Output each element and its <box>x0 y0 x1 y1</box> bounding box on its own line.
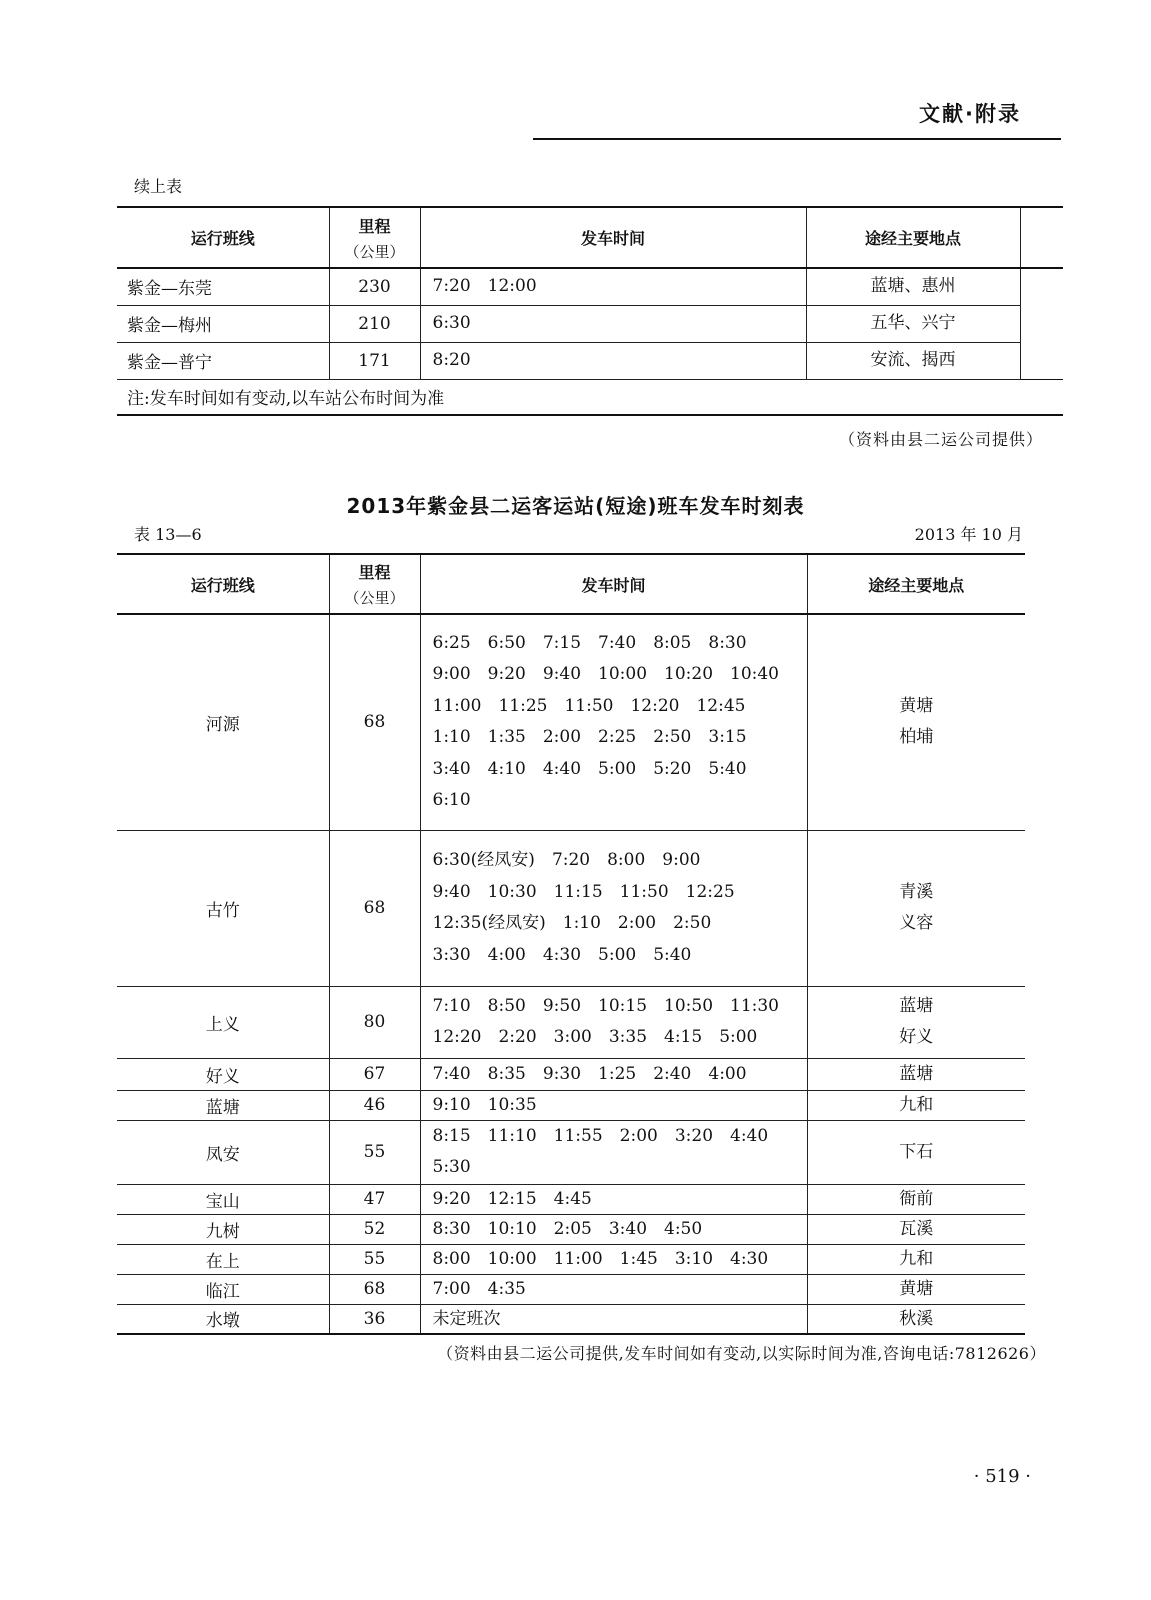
page-number: · 519 · <box>973 1466 1031 1487</box>
distance-cell: 55 <box>329 1120 420 1184</box>
route-cell: 水墩 <box>117 1304 329 1334</box>
distance-cell: 68 <box>329 614 420 830</box>
table-row <box>117 305 1063 342</box>
col-header-times: 发车时间 <box>420 207 806 268</box>
source-note-1: （资料由县二运公司提供） <box>838 430 1043 449</box>
table-row <box>117 1184 1025 1214</box>
route-cell: 在上 <box>117 1244 329 1274</box>
table-row <box>117 268 1063 305</box>
departure-times-line: 5:30 <box>432 1157 471 1177</box>
distance-cell: 55 <box>329 1244 420 1274</box>
times-cell <box>420 1244 807 1274</box>
stops-cell <box>807 1090 1025 1120</box>
route-cell: 古竹 <box>117 830 329 986</box>
times-cell <box>420 1120 807 1184</box>
stop-name: 义容 <box>899 913 934 933</box>
bus-schedule-table <box>117 553 1025 1335</box>
departure-times-line: 9:00 9:20 9:40 10:00 10:20 10:40 <box>432 664 779 685</box>
stops-cell <box>807 1244 1025 1274</box>
departure-times-line: 9:40 10:30 11:15 11:50 12:25 <box>432 881 735 902</box>
stop-name: 蓝塘 <box>899 1064 934 1084</box>
route-cell: 上义 <box>117 986 329 1058</box>
distance-unit: （公里） <box>344 242 405 261</box>
table-title: 2013年紫金县二运客运站(短途)班车发车时刻表 <box>346 494 805 518</box>
route-cell: 宝山 <box>117 1184 329 1214</box>
departure-times-line: 未定班次 <box>432 1308 501 1329</box>
table-row <box>117 830 1025 986</box>
table-note: 注:发车时间如有变动,以车站公布时间为准 <box>117 379 1063 415</box>
header-rule <box>533 138 1061 140</box>
stops-cell: 五华、兴宁 <box>806 305 1020 342</box>
route-cell: 临江 <box>117 1274 329 1304</box>
continued-label: 续上表 <box>134 177 183 196</box>
table-number: 表 13—6 <box>134 525 202 544</box>
times-cell <box>420 830 807 986</box>
stop-name: 黄塘 <box>899 1279 934 1299</box>
source-note-2: （资料由县二运公司提供,发车时间如有变动,以实际时间为准,咨询电话:7812626） <box>437 1344 1046 1363</box>
table-row <box>117 1214 1025 1244</box>
departure-times-line: 12:20 2:20 3:00 3:35 4:15 5:00 <box>432 1027 758 1047</box>
row-spacer <box>1020 305 1063 342</box>
stops-cell <box>807 1214 1025 1244</box>
departure-times-line: 8:15 11:10 11:55 2:00 3:20 4:40 <box>432 1125 769 1146</box>
times-cell: 6:30 <box>420 305 806 342</box>
distance-cell: 36 <box>329 1304 420 1334</box>
table-row <box>117 1304 1025 1334</box>
departure-times-line: 9:10 10:35 <box>432 1095 537 1115</box>
stop-name: 衙前 <box>899 1189 934 1209</box>
header-spacer <box>1020 207 1063 268</box>
times-cell <box>420 614 807 830</box>
distance-cell: 80 <box>329 986 420 1058</box>
stops-cell: 蓝塘、惠州 <box>806 268 1020 305</box>
departure-times-line: 3:30 4:00 4:30 5:00 5:40 <box>432 944 692 965</box>
stops-cell <box>807 1304 1025 1334</box>
table-row <box>117 1274 1025 1304</box>
col-header-distance <box>329 207 420 268</box>
stop-name: 青溪 <box>899 882 934 902</box>
route-cell: 好义 <box>117 1058 329 1090</box>
departure-times-line: 11:00 11:25 11:50 12:20 12:45 <box>432 695 746 716</box>
stops-cell <box>807 1274 1025 1304</box>
row-spacer <box>1020 268 1063 305</box>
departure-times-line: 7:40 8:35 9:30 1:25 2:40 4:00 <box>432 1064 747 1084</box>
times-cell <box>420 1274 807 1304</box>
distance-cell: 230 <box>329 268 420 305</box>
col-header-route: 运行班线 <box>117 207 329 268</box>
departure-times-line: 3:40 4:10 4:40 5:00 5:20 5:40 <box>432 758 747 779</box>
table-row <box>117 342 1063 379</box>
departure-times-line: 1:10 1:35 2:00 2:25 2:50 3:15 <box>432 727 747 748</box>
times-cell <box>420 1304 807 1334</box>
row-spacer <box>1020 342 1063 379</box>
col-header-stops: 途经主要地点 <box>806 207 1020 268</box>
stops-cell <box>807 1058 1025 1090</box>
stop-name: 蓝塘 <box>899 996 934 1016</box>
stop-name: 黄塘 <box>899 696 934 717</box>
times-cell: 8:20 <box>420 342 806 379</box>
departure-times-line: 9:20 12:15 4:45 <box>432 1189 592 1209</box>
times-cell <box>420 1214 807 1244</box>
stop-name: 秋溪 <box>899 1308 934 1329</box>
distance-cell: 171 <box>329 342 420 379</box>
stop-name: 下石 <box>899 1142 934 1162</box>
distance-cell: 68 <box>329 830 420 986</box>
departure-times-line: 12:35(经凤安) 1:10 2:00 2:50 <box>432 913 712 933</box>
distance-label: 里程 <box>358 216 391 236</box>
distance-cell: 67 <box>329 1058 420 1090</box>
departure-times-line: 6:10 <box>432 790 471 811</box>
table-row <box>117 1058 1025 1090</box>
stops-cell <box>807 986 1025 1058</box>
distance-label: 里程 <box>358 563 391 582</box>
route-cell: 九树 <box>117 1214 329 1244</box>
departure-times-line: 7:10 8:50 9:50 10:15 10:50 11:30 <box>432 995 779 1016</box>
route-cell: 紫金—东莞 <box>117 268 329 305</box>
departure-times-line: 8:30 10:10 2:05 3:40 4:50 <box>432 1219 703 1239</box>
stop-name: 九和 <box>899 1249 934 1269</box>
stop-name: 柏埔 <box>899 727 934 748</box>
distance-cell: 47 <box>329 1184 420 1214</box>
table-row <box>117 1090 1025 1120</box>
times-cell <box>420 1184 807 1214</box>
route-cell: 凤安 <box>117 1120 329 1184</box>
stop-name: 九和 <box>899 1095 934 1115</box>
distance-cell: 210 <box>329 305 420 342</box>
table-row <box>117 1120 1025 1184</box>
table-row <box>117 986 1025 1058</box>
table-date: 2013 年 10 月 <box>914 525 1023 544</box>
stops-cell <box>807 830 1025 986</box>
table-row <box>117 1244 1025 1274</box>
route-cell: 紫金—梅州 <box>117 305 329 342</box>
distance-unit: （公里） <box>344 589 405 607</box>
times-cell <box>420 1090 807 1120</box>
table-continued <box>117 206 1063 416</box>
departure-times-line: 6:25 6:50 7:15 7:40 8:05 8:30 <box>432 632 747 653</box>
stop-name: 瓦溪 <box>899 1219 934 1239</box>
departure-times-line: 8:00 10:00 11:00 1:45 3:10 4:30 <box>432 1249 769 1269</box>
departure-times-line: 6:30(经凤安) 7:20 8:00 9:00 <box>432 850 701 870</box>
col-header-route: 运行班线 <box>117 554 329 614</box>
times-cell: 7:20 12:00 <box>420 268 806 305</box>
distance-cell: 68 <box>329 1274 420 1304</box>
stop-name: 好义 <box>899 1027 934 1047</box>
distance-cell: 46 <box>329 1090 420 1120</box>
times-cell <box>420 986 807 1058</box>
stops-cell <box>807 1120 1025 1184</box>
col-header-times: 发车时间 <box>420 554 807 614</box>
departure-times-line: 7:00 4:35 <box>432 1279 526 1299</box>
distance-cell: 52 <box>329 1214 420 1244</box>
table-note-row <box>117 379 1063 415</box>
table-row <box>117 614 1025 830</box>
stops-cell: 安流、揭西 <box>806 342 1020 379</box>
col-header-distance <box>329 554 420 614</box>
times-cell <box>420 1058 807 1090</box>
route-cell: 河源 <box>117 614 329 830</box>
stops-cell <box>807 1184 1025 1214</box>
section-header: 文献·附录 <box>919 102 1021 126</box>
route-cell: 蓝塘 <box>117 1090 329 1120</box>
stops-cell <box>807 614 1025 830</box>
route-cell: 紫金—普宁 <box>117 342 329 379</box>
col-header-stops: 途经主要地点 <box>807 554 1025 614</box>
